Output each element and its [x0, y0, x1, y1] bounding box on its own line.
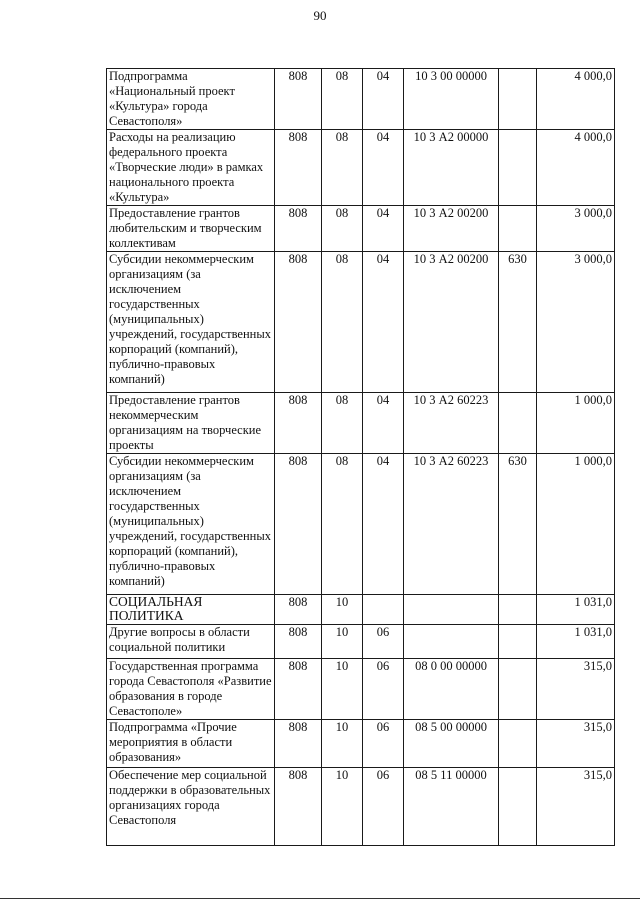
cell-section: 08 — [322, 252, 363, 393]
cell-target: 08 5 11 00000 — [404, 768, 499, 846]
cell-section: 10 — [322, 720, 363, 768]
cell-target: 08 5 00 00000 — [404, 720, 499, 768]
cell-ministry: 808 — [275, 130, 322, 206]
cell-amount: 3 000,0 — [537, 206, 615, 252]
cell-amount: 315,0 — [537, 659, 615, 720]
cell-ministry: 808 — [275, 768, 322, 846]
cell-type — [499, 659, 537, 720]
cell-subsection: 06 — [363, 659, 404, 720]
cell-name: Субсидии некоммерческим организациям (за исключением государственных (муниципальных) учреждений, государственных корпораций (компаний), публично-правовых компаний) — [107, 252, 275, 393]
cell-amount: 1 000,0 — [537, 454, 615, 595]
cell-subsection: 06 — [363, 625, 404, 659]
cell-ministry: 808 — [275, 206, 322, 252]
cell-amount: 1 031,0 — [537, 595, 615, 625]
cell-target: 10 3 А2 00200 — [404, 252, 499, 393]
cell-target: 10 3 А2 00200 — [404, 206, 499, 252]
cell-type — [499, 625, 537, 659]
table-row — [107, 659, 615, 720]
cell-name: Субсидии некоммерческим организациям (за исключением государственных (муниципальных) учреждений, государственных корпораций (компаний), публично-правовых компаний) — [107, 454, 275, 595]
table-row — [107, 595, 615, 625]
cell-ministry: 808 — [275, 69, 322, 130]
cell-subsection: 04 — [363, 393, 404, 454]
table-row — [107, 625, 615, 659]
cell-target: 10 3 00 00000 — [404, 69, 499, 130]
cell-type: 630 — [499, 252, 537, 393]
cell-section: 08 — [322, 130, 363, 206]
cell-type — [499, 130, 537, 206]
cell-section: 10 — [322, 595, 363, 625]
cell-amount: 3 000,0 — [537, 252, 615, 393]
cell-amount: 4 000,0 — [537, 130, 615, 206]
cell-section: 10 — [322, 659, 363, 720]
cell-ministry: 808 — [275, 454, 322, 595]
cell-ministry: 808 — [275, 595, 322, 625]
cell-name: Государственная программа города Севастополя «Развитие образования в городе Севастополе» — [107, 659, 275, 720]
cell-subsection: 06 — [363, 768, 404, 846]
table-row — [107, 69, 615, 130]
table-row — [107, 206, 615, 252]
budget-table — [106, 68, 615, 846]
cell-type — [499, 595, 537, 625]
cell-subsection: 04 — [363, 130, 404, 206]
cell-name: СОЦИАЛЬНАЯ ПОЛИТИКА — [107, 595, 275, 625]
table-row — [107, 252, 615, 393]
cell-subsection: 04 — [363, 69, 404, 130]
cell-subsection: 04 — [363, 252, 404, 393]
cell-name: Подпрограмма «Национальный проект «Культура» города Севастополя» — [107, 69, 275, 130]
cell-target: 10 3 А2 60223 — [404, 393, 499, 454]
cell-type: 630 — [499, 454, 537, 595]
table-row — [107, 720, 615, 768]
cell-name: Расходы на реализацию федерального проекта «Творческие люди» в рамках национального проекта «Культура» — [107, 130, 275, 206]
cell-name: Предоставление грантов любительским и творческим коллективам — [107, 206, 275, 252]
cell-name: Обеспечение мер социальной поддержки в образовательных организациях города Севастополя — [107, 768, 275, 846]
cell-target: 10 3 А2 00000 — [404, 130, 499, 206]
page-bottom-rule — [0, 898, 640, 899]
page-number: 90 — [313, 8, 327, 23]
cell-ministry: 808 — [275, 252, 322, 393]
cell-type — [499, 393, 537, 454]
cell-amount: 1 000,0 — [537, 393, 615, 454]
cell-amount: 1 031,0 — [537, 625, 615, 659]
cell-subsection: 04 — [363, 206, 404, 252]
cell-section: 08 — [322, 454, 363, 595]
cell-section: 10 — [322, 768, 363, 846]
cell-amount: 4 000,0 — [537, 69, 615, 130]
cell-subsection — [363, 595, 404, 625]
cell-amount: 315,0 — [537, 720, 615, 768]
cell-name: Предоставление грантов некоммерческим организациям на творческие проекты — [107, 393, 275, 454]
table-row — [107, 768, 615, 846]
cell-amount: 315,0 — [537, 768, 615, 846]
cell-ministry: 808 — [275, 393, 322, 454]
cell-type — [499, 206, 537, 252]
cell-target — [404, 595, 499, 625]
cell-name: Другие вопросы в области социальной политики — [107, 625, 275, 659]
cell-type — [499, 768, 537, 846]
cell-section: 08 — [322, 69, 363, 130]
cell-subsection: 06 — [363, 720, 404, 768]
cell-ministry: 808 — [275, 659, 322, 720]
cell-name: Подпрограмма «Прочие мероприятия в области образования» — [107, 720, 275, 768]
cell-target: 08 0 00 00000 — [404, 659, 499, 720]
cell-target: 10 3 А2 60223 — [404, 454, 499, 595]
cell-ministry: 808 — [275, 720, 322, 768]
cell-section: 10 — [322, 625, 363, 659]
cell-type — [499, 69, 537, 130]
table-row — [107, 393, 615, 454]
cell-section: 08 — [322, 206, 363, 252]
cell-subsection: 04 — [363, 454, 404, 595]
table-row — [107, 454, 615, 595]
cell-type — [499, 720, 537, 768]
table-row — [107, 130, 615, 206]
cell-section: 08 — [322, 393, 363, 454]
cell-target — [404, 625, 499, 659]
cell-ministry: 808 — [275, 625, 322, 659]
